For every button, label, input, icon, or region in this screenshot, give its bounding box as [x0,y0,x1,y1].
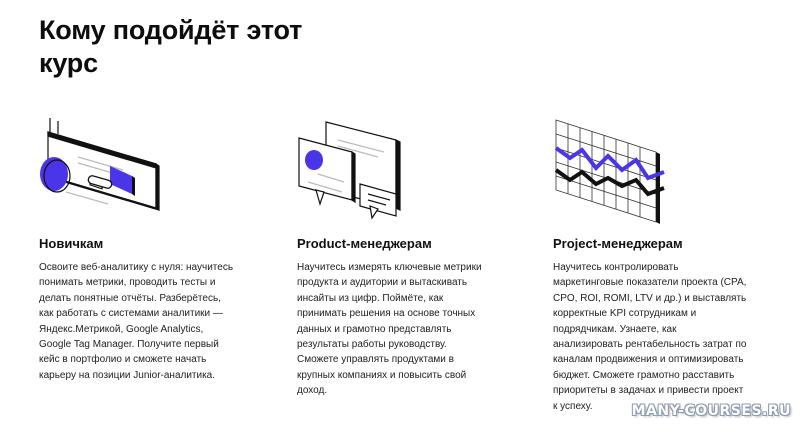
chat-documents-illustration-icon [296,112,426,224]
line-chart-illustration-icon [552,112,682,224]
desc-line: бюджет. Сможете грамотно расставить [553,369,735,381]
desc-line: делать понятные отчёты. Разберётесь, [39,292,221,304]
card-heading: Новичкам [39,236,104,251]
desc-line: доход. [297,385,328,397]
desc-line: подрядчикам. Узнаете, как [553,323,677,335]
desc-line: принимать решения на основе точных [297,308,476,320]
desc-line: данных и грамотно представлять [297,323,452,335]
desc-line: к успеху. [553,400,593,412]
desc-line: корректные KPI сотрудникам и [553,308,697,320]
audience-card-product-managers [296,112,528,397]
card-heading: Product-менеджерам [297,236,432,251]
desc-line: маркетинговые показатели проекта (CPA, [553,277,747,289]
audience-card-beginners [38,112,270,381]
dashboard-illustration-icon [38,112,168,224]
desc-line: CPO, ROI, ROMI, LTV и др.) и выставлять [553,292,747,304]
desc-line: Сможете управлять продуктами в [297,354,454,366]
section-title-line-1: Кому подойдёт этот [39,15,303,45]
card-heading: Project-менеджерам [553,236,683,251]
card-description [297,260,529,399]
desc-line: Google Tag Manager. Получите первый [39,339,219,351]
desc-line: как работать с системами аналитики — [39,308,223,320]
desc-line: крупных компаниях и повысить свой [297,369,467,381]
desc-line: Яндекс.Метрикой, Google Analytics, [39,323,204,335]
watermark: MANY-COURSES.RU [631,403,791,419]
section-title-line-2: курс [39,48,98,78]
desc-line: каналам продвижения и оптимизировать [553,354,744,366]
desc-line: карьеру на позиции Junior-аналитика. [39,369,216,381]
desc-line: приоритеты в задачах и привести проект [553,385,744,397]
desc-line: Научитесь измерять ключевые метрики [297,262,482,273]
desc-line: результаты работы руководству. [297,339,447,351]
card-description [553,260,785,414]
desc-line: продукта и аудитории и вытаскивать [297,277,468,289]
desc-line: анализировать рентабельность затрат по [553,339,747,351]
desc-line: понимать метрики, проводить тесты и [39,277,216,289]
desc-line: кейс в портфолио и сможете начать [39,354,207,366]
section-title [39,14,359,80]
desc-line: инсайты из цифр. Поймёте, как [297,292,444,304]
desc-line: Научитесь контролировать [553,262,679,273]
desc-line: Освоите веб-аналитику с нуля: научитесь [39,262,234,273]
card-description [39,260,271,383]
